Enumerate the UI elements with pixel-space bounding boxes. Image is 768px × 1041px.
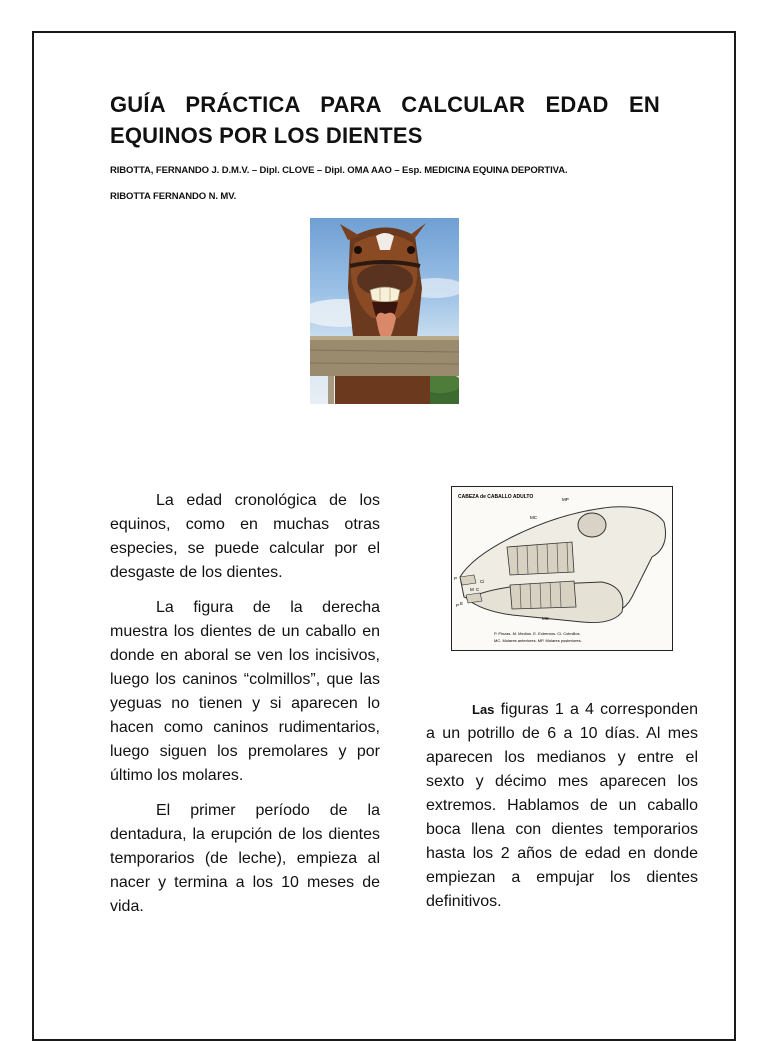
figure-label-e: E	[460, 601, 464, 606]
author-line-2: RIBOTTA FERNANDO N. MV.	[110, 191, 237, 202]
figure-label-mc: MC	[530, 515, 537, 520]
document-title: GUÍA PRÁCTICA PARA CALCULAR EDAD EN EQUINOS POR LOS DIENTES	[110, 92, 660, 148]
figure-legend-1: P. Pinzas. M. Medios. E. Extremos. Ci. Colmillos.	[494, 631, 581, 636]
figure-label-ci: Ci	[480, 579, 485, 584]
horse-photo	[310, 218, 459, 404]
paragraph-4	[426, 698, 698, 914]
figure-caption-title: CABEZA de CABALLO ADULTO	[458, 494, 534, 500]
paragraph-4-lead: Las	[472, 702, 495, 717]
author-line-1: RIBOTTA, FERNANDO J. D.M.V. – Dipl. CLOVE – Dipl. OMA AAO – Esp. MEDICINA EQUINA DEPORTIVA.	[110, 165, 568, 176]
figure-label-p-lower: P	[456, 603, 460, 608]
paragraph-3: El primer período de la dentadura, la erupción de los dientes temporarios (de leche), empieza al nacer y termina a los 10 meses de vida.	[110, 802, 380, 915]
figure-label-mp: MP	[562, 497, 569, 502]
figure-label-c: C	[476, 587, 480, 592]
horse-skull-figure	[451, 486, 673, 651]
paragraph-2: La figura de la derecha muestra los dientes de un caballo en donde en aboral se ven los incisivos, luego los caninos “colmillos”, que las yeguas no tienen y si aparecen lo hacen como caninos rudimentarios, luego siguen los premolares y por último los molares.	[110, 599, 380, 784]
left-column	[110, 489, 380, 930]
figure-label-mc-lower: MC	[542, 616, 549, 621]
figure-legend-2: MC. Molares anteriores. MP. Molares posteriores.	[494, 638, 582, 643]
paragraph-1: La edad cronológica de los equinos, como en muchas otras especies, se puede calcular por el desgaste de los dientes.	[110, 492, 380, 581]
right-column	[426, 698, 698, 914]
paragraph-4-text: figuras 1 a 4 corresponden a un potrillo de 6 a 10 días. Al mes aparecen los medianos y entre el sexto y décimo mes aparecen los extremos. Hablamos de un caballo boca llena con dientes temporarios hasta los 2 años de edad en donde empiezan a empujar los dientes definitivos.	[426, 701, 698, 910]
figure-label-p: P	[454, 576, 458, 581]
figure-label-m: M	[470, 587, 474, 592]
